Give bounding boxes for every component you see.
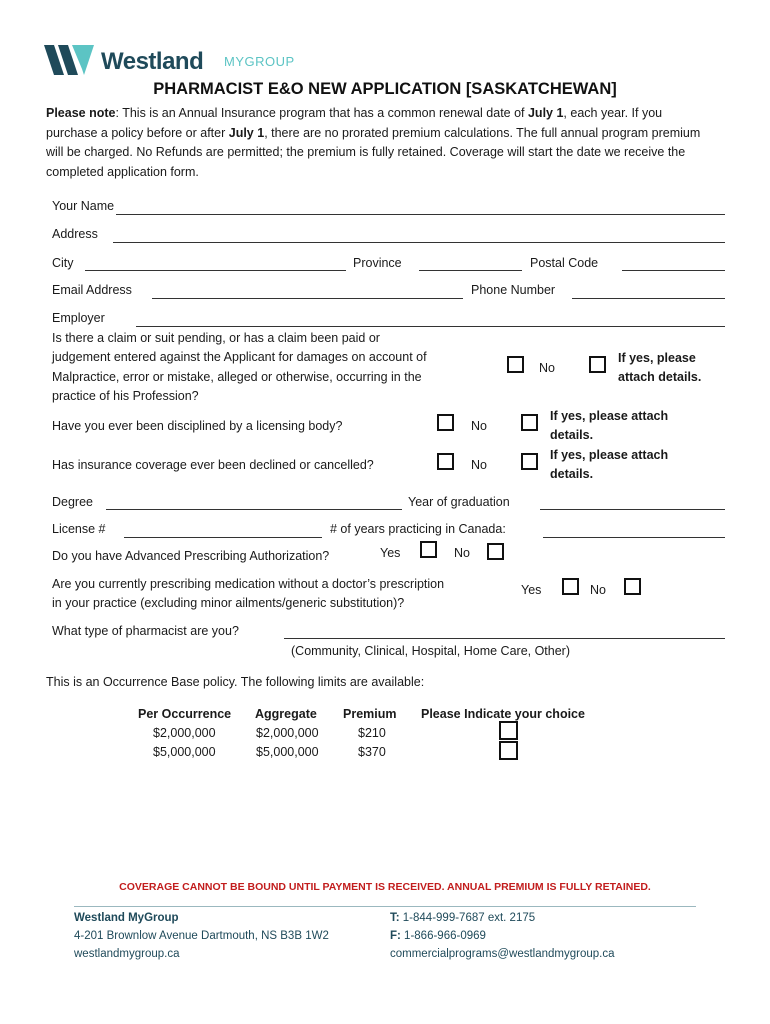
brand-name: Westland <box>101 48 204 75</box>
note-label: Please note <box>46 106 116 120</box>
province-label: Province <box>353 256 402 270</box>
claim-yes-checkbox[interactable] <box>589 356 606 373</box>
claim-question-line-4: practice of his Profession? <box>52 389 199 403</box>
phone-label: Phone Number <box>471 283 556 297</box>
westland-logo-icon <box>44 45 96 75</box>
limits-intro: This is an Occurrence Base policy. The following limits are available: <box>46 675 425 689</box>
your-name-field[interactable] <box>116 214 725 215</box>
phone-field[interactable] <box>572 298 725 299</box>
footer-divider <box>74 906 696 907</box>
note-text-2: , each year. If you purchase a policy before or after <box>46 106 663 140</box>
footer-company: Westland MyGroup <box>74 912 179 924</box>
your-name-label: Your Name <box>52 199 115 213</box>
claim-yes-label-1: If yes, please <box>618 351 696 365</box>
note-date-1: July 1 <box>527 106 564 120</box>
policy-note <box>46 104 716 182</box>
prescribing-yes-checkbox[interactable] <box>562 578 579 595</box>
fax-number: 1-866-966-0969 <box>400 930 486 942</box>
degree-field[interactable] <box>106 509 402 510</box>
prescribing-question-line-1: Are you currently prescribing medication without a doctor’s prescription <box>52 577 445 591</box>
brand-subtitle: MYGROUP <box>224 54 295 69</box>
declined-question: Has insurance coverage ever been declined or cancelled? <box>52 458 374 472</box>
advanced-yes-label: Yes <box>380 546 401 560</box>
postal-code-label: Postal Code <box>530 256 599 270</box>
page-title: PHARMACIST E&O NEW APPLICATION [SASKATCHEWAN] <box>153 80 617 98</box>
pharmacist-type-hint: (Community, Clinical, Hospital, Home Care, Other) <box>291 644 571 658</box>
province-field[interactable] <box>419 270 522 271</box>
license-label: License # <box>52 522 106 536</box>
footer-website[interactable]: westlandmygroup.ca <box>74 948 180 960</box>
disciplined-question: Have you ever been disciplined by a licensing body? <box>52 419 343 433</box>
postal-code-field[interactable] <box>622 270 725 271</box>
year-graduation-label: Year of graduation <box>408 495 510 509</box>
row1-choice-checkbox[interactable] <box>499 721 518 740</box>
advanced-no-checkbox[interactable] <box>487 543 504 560</box>
footer-fax <box>390 927 486 945</box>
row2-premium: $370 <box>358 745 386 759</box>
declined-yes-label-2: details. <box>550 467 594 481</box>
footer-address: 4-201 Brownlow Avenue Dartmouth, NS B3B 1W2 <box>74 930 329 942</box>
email-label: Email Address <box>52 283 132 297</box>
year-graduation-field[interactable] <box>540 509 725 510</box>
address-label: Address <box>52 227 98 241</box>
footer-phone <box>390 909 535 927</box>
pharmacist-type-label: What type of pharmacist are you? <box>52 624 239 638</box>
claim-no-label: No <box>539 361 555 375</box>
claim-question-line-2: judgement entered against the Applicant for damages on account of <box>52 350 427 364</box>
city-label: City <box>52 256 74 270</box>
disciplined-yes-label-1: If yes, please attach <box>550 409 669 423</box>
row1-aggregate: $2,000,000 <box>256 726 319 740</box>
degree-label: Degree <box>52 495 93 509</box>
prescribing-yes-label: Yes <box>521 583 542 597</box>
claim-question-line-3: Malpractice, error or mistake, alleged or otherwise, occurring in the <box>52 370 422 384</box>
declined-yes-label-1: If yes, please attach <box>550 448 669 462</box>
declined-no-checkbox[interactable] <box>437 453 454 470</box>
employer-label: Employer <box>52 311 105 325</box>
header-choice: Please Indicate your choice <box>421 707 585 721</box>
note-text-3: , there are no prorated premium calculations. The full annual program premium will be charged. No Refunds are permitted; the premium is fully retained. Coverage will start the date we receive the completed application form. <box>46 125 701 179</box>
advanced-no-label: No <box>454 546 470 560</box>
disciplined-yes-label-2: details. <box>550 428 594 442</box>
declined-yes-checkbox[interactable] <box>521 453 538 470</box>
address-field[interactable] <box>113 242 725 243</box>
phone-prefix: T: <box>390 912 400 924</box>
footer-email[interactable]: commercialprograms@westlandmygroup.ca <box>390 948 615 960</box>
years-practicing-field[interactable] <box>543 537 725 538</box>
prescribing-no-label: No <box>590 583 606 597</box>
payment-warning: COVERAGE CANNOT BE BOUND UNTIL PAYMENT IS RECEIVED. ANNUAL PREMIUM IS FULLY RETAINED. <box>119 881 651 893</box>
row2-per-occurrence: $5,000,000 <box>153 745 216 759</box>
prescribing-question-line-2: in your practice (excluding minor ailments/generic substitution)? <box>52 596 405 610</box>
row2-aggregate: $5,000,000 <box>256 745 319 759</box>
claim-yes-label-2: attach details. <box>618 370 702 384</box>
disciplined-yes-checkbox[interactable] <box>521 414 538 431</box>
employer-field[interactable] <box>136 326 725 327</box>
advanced-yes-checkbox[interactable] <box>420 541 437 558</box>
declined-no-label: No <box>471 458 487 472</box>
header-per-occurrence: Per Occurrence <box>138 707 232 721</box>
note-text-1: : This is an Annual Insurance program that has a common renewal date of <box>115 106 528 120</box>
prescribing-no-checkbox[interactable] <box>624 578 641 595</box>
years-practicing-label: # of years practicing in Canada: <box>330 522 506 536</box>
phone-number: 1-844-999-7687 ext. 2175 <box>399 912 536 924</box>
city-field[interactable] <box>85 270 346 271</box>
fax-prefix: F: <box>390 930 401 942</box>
row1-premium: $210 <box>358 726 386 740</box>
row1-per-occurrence: $2,000,000 <box>153 726 216 740</box>
disciplined-no-checkbox[interactable] <box>437 414 454 431</box>
email-field[interactable] <box>152 298 463 299</box>
row2-choice-checkbox[interactable] <box>499 741 518 760</box>
pharmacist-type-field[interactable] <box>284 638 725 639</box>
header-aggregate: Aggregate <box>255 707 317 721</box>
note-date-2: July 1 <box>228 125 265 140</box>
claim-question-line-1: Is there a claim or suit pending, or has a claim been paid or <box>52 331 380 345</box>
claim-no-checkbox[interactable] <box>507 356 524 373</box>
advanced-prescribing-question: Do you have Advanced Prescribing Authorization? <box>52 549 330 563</box>
header-premium: Premium <box>343 707 397 721</box>
disciplined-no-label: No <box>471 419 487 433</box>
license-field[interactable] <box>124 537 322 538</box>
